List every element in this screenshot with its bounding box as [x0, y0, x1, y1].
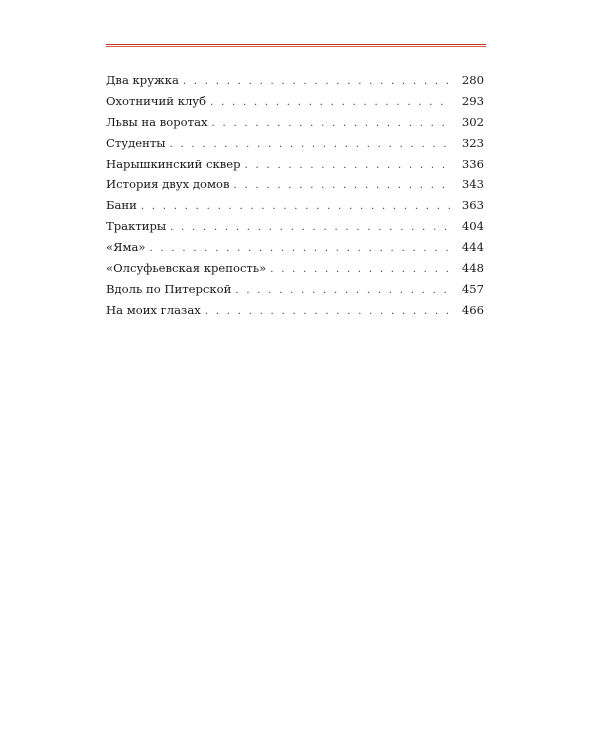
toc-entry-title: Два кружка [106, 73, 179, 87]
toc-entry [106, 154, 484, 175]
toc-entry-page: 466 [461, 302, 484, 317]
toc-dot-leader [210, 93, 452, 114]
toc-entry [106, 133, 484, 154]
table-of-contents [106, 70, 484, 321]
toc-entry [106, 258, 484, 279]
toc-entry-title: Трактиры [106, 219, 167, 234]
toc-entry-title: На моих глазах [106, 302, 201, 317]
toc-dot-leader [212, 114, 452, 135]
toc-entry [106, 112, 484, 133]
toc-entry-page: 336 [461, 156, 484, 171]
toc-dot-leader [149, 239, 452, 260]
toc-dot-leader [245, 156, 452, 177]
toc-entry-title: Вдоль по Питерской [106, 281, 232, 296]
toc-entry-title: Студенты [106, 135, 166, 150]
toc-entry-page: 302 [461, 114, 484, 129]
toc-entry [106, 70, 484, 91]
toc-entry [106, 279, 484, 300]
toc-dot-leader [235, 281, 452, 302]
toc-entry-page: 404 [461, 219, 484, 234]
toc-dot-leader [141, 197, 452, 218]
toc-entry-page: 280 [461, 73, 484, 87]
header-rule [106, 44, 486, 47]
toc-entry-page: 457 [461, 281, 484, 296]
toc-entry [106, 216, 484, 237]
toc-entry [106, 174, 484, 195]
toc-entry-page: 444 [461, 240, 484, 255]
toc-entry [106, 195, 484, 216]
toc-entry-title: «Яма» [106, 240, 146, 255]
toc-entry-page: 448 [461, 261, 484, 276]
toc-dot-leader [234, 176, 452, 197]
toc-entry [106, 91, 484, 112]
toc-entry-title: История двух домов [106, 177, 230, 192]
toc-entry-page: 323 [461, 135, 484, 150]
toc-entry-title: Бани [106, 198, 137, 213]
toc-entry [106, 300, 484, 321]
toc-entry [106, 237, 484, 258]
toc-dot-leader [205, 302, 452, 323]
toc-entry-title: Львы на воротах [106, 114, 208, 129]
toc-entry-title: Охотничий клуб [106, 93, 207, 108]
toc-dot-leader [169, 135, 452, 156]
toc-entry-page: 363 [461, 198, 484, 213]
toc-entry-title: Нарышкинский сквер [106, 156, 241, 171]
toc-dot-leader [183, 72, 452, 93]
toc-entry-page: 293 [461, 93, 484, 108]
toc-dot-leader [170, 218, 452, 239]
toc-entry-page: 343 [461, 177, 484, 192]
toc-entry-title: «Олсуфьевская крепость» [106, 261, 267, 276]
toc-dot-leader [270, 260, 452, 281]
